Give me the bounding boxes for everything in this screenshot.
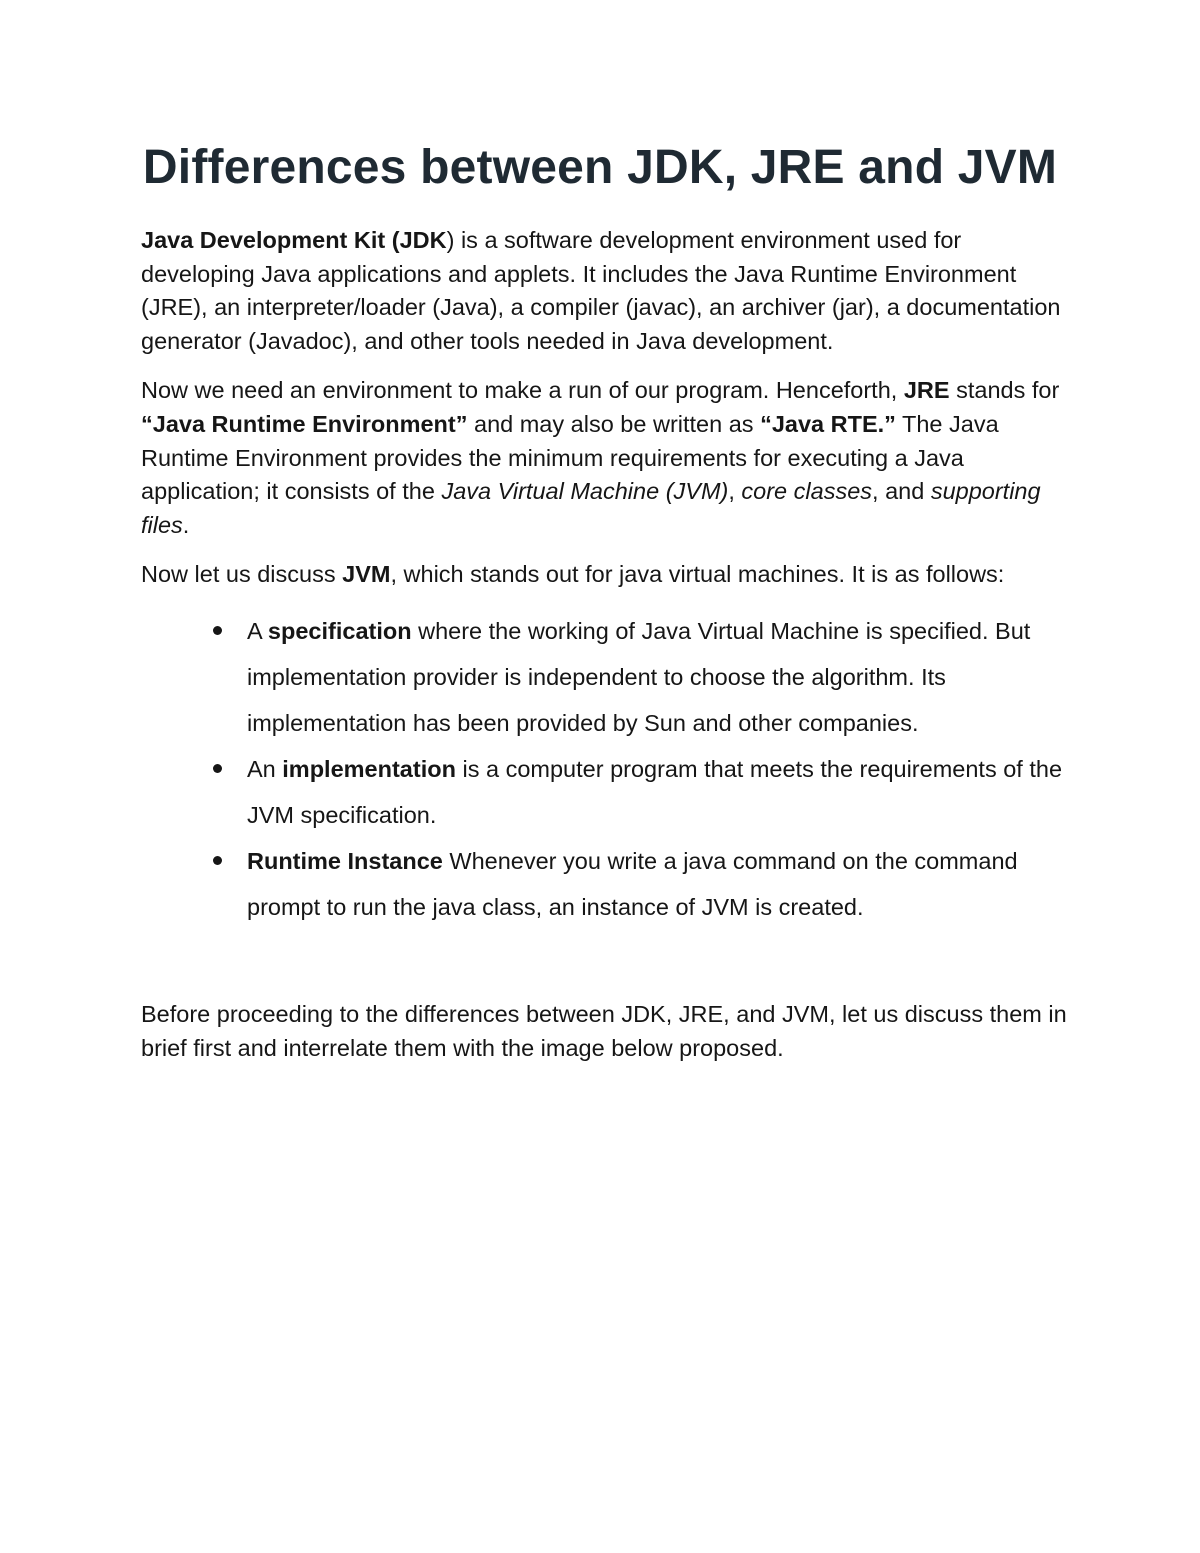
jre-term: JRE <box>903 377 950 404</box>
jvm-text-1: Now let us discuss <box>141 561 343 588</box>
list-item-text: where the working of Java Virtual Machine is specified. But implementation provider is independent to choose the algorithm. Its implementation has been provided by Sun and other companies. <box>247 617 1031 736</box>
jvm-term: JVM <box>342 561 391 588</box>
jre-text-4: The Java Runtime Environment provides the minimum requirements for executing a Java application; it consists of the <box>141 410 999 505</box>
paragraph-jdk <box>141 224 1071 358</box>
jvm-text-2: , which stands out for java virtual machines. It is as follows: <box>390 561 1005 588</box>
jre-text-7: . <box>182 511 190 538</box>
paragraph-before-proceeding: Before proceeding to the differences between JDK, JRE, and JVM, let us discuss them in brief first and interrelate them with the image below proposed. <box>141 1000 1067 1061</box>
list-item <box>247 838 1087 930</box>
list-item-prefix: A <box>247 617 268 644</box>
list-item-term: implementation <box>282 755 456 782</box>
jre-text-1: Now we need an environment to make a run of our program. Henceforth, <box>141 377 904 404</box>
list-item-term: Runtime Instance <box>247 847 443 874</box>
jre-text-2: stands for <box>949 377 1060 404</box>
document-body <box>141 224 1071 1065</box>
list-item-text: Whenever you write a java command on the command prompt to run the java class, an instance of JVM is created. <box>247 847 1018 920</box>
bullet-icon <box>213 764 222 773</box>
jre-text-5: , <box>728 478 742 505</box>
bullet-icon <box>213 856 222 865</box>
jre-alias: “Java RTE.” <box>760 410 896 437</box>
jre-core-classes: core classes <box>741 478 873 505</box>
list-item-prefix: An <box>247 755 283 782</box>
paragraph-jvm <box>141 558 1071 592</box>
jre-jvm-term: Java Virtual Machine (JVM) <box>441 478 729 505</box>
list-item-text: is a computer program that meets the requirements of the JVM specification. <box>247 755 1063 828</box>
bullet-icon <box>213 626 222 635</box>
jdk-term: Java Development Kit (JDK <box>141 227 447 253</box>
jvm-aspects-list <box>141 608 1087 930</box>
list-item <box>247 608 1087 746</box>
jre-supporting-files: supporting files <box>141 478 1041 538</box>
jre-fullname: “Java Runtime Environment” <box>141 410 468 437</box>
list-item <box>247 746 1087 838</box>
jre-text-6: , and <box>872 478 931 505</box>
list-item-term: specification <box>267 617 412 644</box>
page-title: Differences between JDK, JRE and JVM <box>142 141 1058 194</box>
jdk-description: ) is a software development environment used for developing Java applications and applets. It includes the Java Runtime Environment (JRE), an interpreter/loader (Java), a compiler (javac), an archiver (jar), a documentation generator (Javadoc), and other tools needed in Java development. <box>141 227 1061 354</box>
jre-text-3: and may also be written as <box>467 410 761 437</box>
paragraph-jre <box>141 374 1071 542</box>
